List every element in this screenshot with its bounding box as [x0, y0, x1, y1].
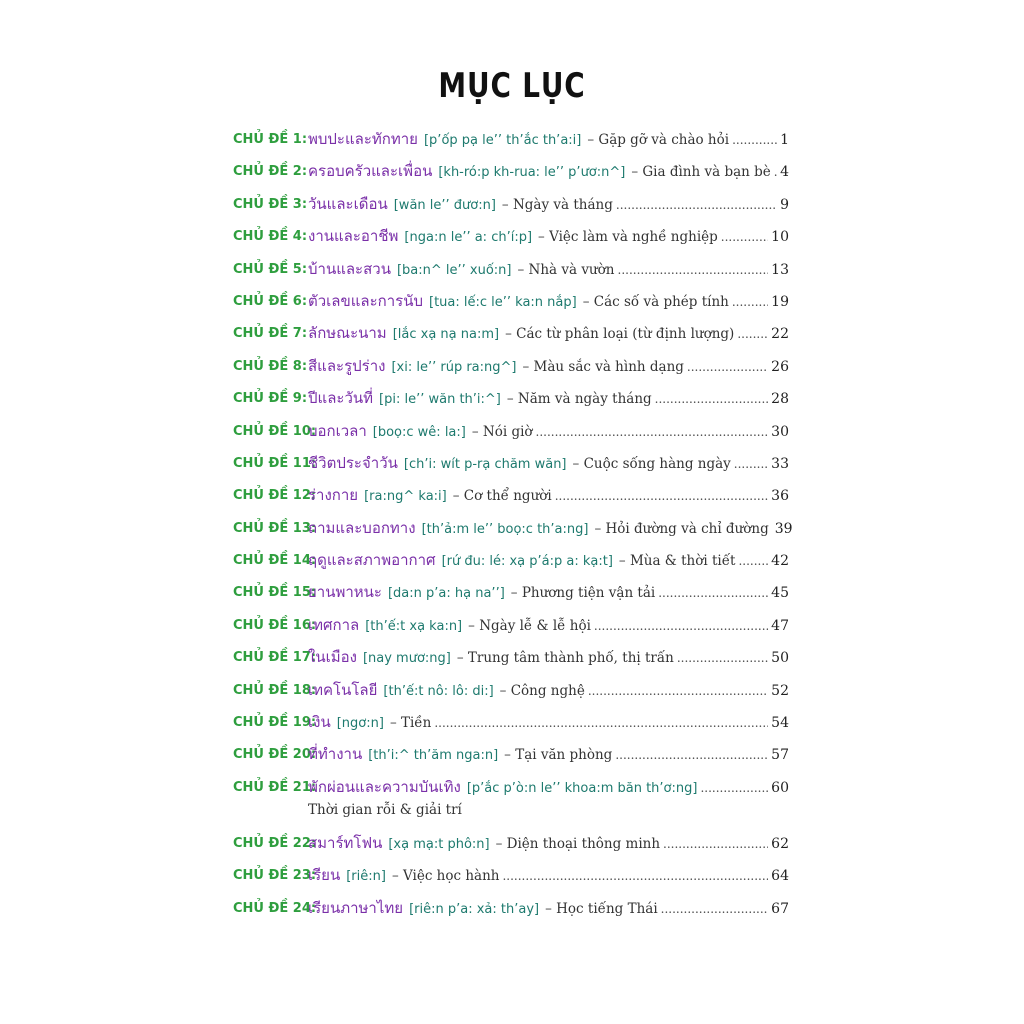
page-number: 52	[771, 682, 789, 699]
vietnamese-title: – Việc học hành	[392, 865, 500, 887]
page-number: 19	[771, 293, 789, 310]
topic-label: CHỦ ĐỀ 16:	[233, 617, 317, 633]
pronunciation: [tua: lế:c le’’ ka:n nắp]	[429, 294, 577, 310]
thai-title: สีและรูปร่าง	[308, 356, 386, 375]
thai-title: บอกเวลา	[308, 421, 367, 440]
pronunciation: [nay mươ:ng]	[362, 651, 451, 667]
toc-line	[308, 517, 793, 541]
vietnamese-title: – Gặp gỡ và chào hỏi	[587, 129, 729, 151]
toc-line	[308, 128, 789, 152]
topic-label: CHỦ ĐỀ 17:	[233, 650, 317, 666]
pronunciation: [da:n p’a: hạ na’’]	[387, 586, 505, 602]
topic-label: CHỦ ĐỀ 3:	[233, 196, 308, 212]
toc-list	[233, 124, 793, 925]
toc-line	[308, 776, 789, 800]
toc-entry[interactable]	[233, 675, 793, 707]
toc-entry[interactable]	[233, 772, 793, 828]
toc-entry[interactable]	[233, 739, 793, 771]
toc-line	[308, 452, 789, 476]
toc-line	[308, 832, 789, 856]
toc-line	[308, 258, 789, 282]
vietnamese-title: – Phương tiện vận tải	[511, 582, 655, 604]
pronunciation: [riê:n p’a: xả: th’ay]	[409, 901, 540, 917]
vietnamese-title: – Mùa & thời tiết	[619, 550, 736, 572]
vietnamese-title: – Học tiếng Thái	[545, 898, 658, 920]
vietnamese-title: – Năm và ngày tháng	[507, 388, 652, 410]
dot-leader	[594, 615, 768, 637]
thai-title: ในเมือง	[308, 648, 357, 667]
toc-line	[308, 614, 789, 638]
thai-title: ชีวิตประจำวัน	[308, 453, 398, 472]
page-number: 45	[771, 585, 789, 602]
toc-line	[308, 322, 789, 346]
topic-label: CHỦ ĐỀ 2:	[233, 164, 308, 180]
thai-title: ตัวเลขและการนับ	[308, 291, 423, 310]
vietnamese-title: – Các số và phép tính	[583, 291, 729, 313]
thai-title: ยานพาหนะ	[308, 583, 382, 602]
thai-title: เทศกาล	[308, 615, 360, 634]
dot-leader	[700, 777, 768, 799]
toc-line	[308, 484, 789, 508]
vietnamese-title: – Diện thoại thông minh	[496, 833, 660, 855]
toc-entry[interactable]	[233, 156, 793, 188]
thai-title: ลักษณะนาม	[308, 324, 387, 343]
thai-title: สมาร์ทโฟน	[308, 833, 383, 852]
topic-label: CHỦ ĐỀ 15:	[233, 585, 317, 601]
vietnamese-title: – Ngày và tháng	[502, 194, 613, 216]
topic-label: CHỦ ĐỀ 20:	[233, 747, 317, 763]
dot-leader	[738, 550, 768, 572]
pronunciation: [wăn le’’ đươ:n]	[393, 197, 496, 213]
toc-entry[interactable]	[233, 383, 793, 415]
pronunciation: [kh-ró:p kh-rua: le’’ p’ươ:n^]	[438, 165, 626, 181]
pronunciation: [th’i:^ th’ăm nga:n]	[368, 748, 499, 764]
toc-entry[interactable]	[233, 513, 793, 545]
toc-line	[308, 711, 789, 735]
toc-line	[308, 549, 789, 573]
topic-label: CHỦ ĐỀ 1:	[233, 132, 308, 147]
dot-leader	[734, 453, 768, 475]
toc-entry[interactable]	[233, 828, 793, 860]
toc-line	[308, 160, 789, 184]
thai-title: บ้านและสวน	[308, 259, 391, 278]
topic-label: CHỦ ĐỀ 10:	[233, 423, 317, 439]
thai-title: ถามและบอกทาง	[308, 518, 416, 537]
thai-title: งานและอาชีพ	[308, 227, 399, 246]
vietnamese-title: – Gia đình và bạn bè	[631, 161, 770, 183]
vietnamese-title: – Hỏi đường và chỉ đường	[594, 518, 768, 540]
toc-line	[308, 646, 789, 670]
dot-leader	[737, 323, 768, 345]
topic-label: CHỦ ĐỀ 12:	[233, 488, 317, 504]
toc-line	[308, 355, 789, 379]
vietnamese-title: – Các từ phân loại (từ định lượng)	[505, 323, 734, 345]
pronunciation: [rứ đu: lé: xạ p’á:p a: kạ:t]	[441, 554, 613, 570]
topic-label: CHỦ ĐỀ 19:	[233, 715, 317, 731]
toc-line	[308, 420, 789, 444]
topic-label: CHỦ ĐỀ 22:	[233, 835, 317, 851]
dot-leader	[555, 485, 768, 507]
page-number: 64	[771, 868, 789, 885]
thai-title: วันและเดือน	[308, 194, 388, 213]
page-number: 4	[780, 164, 789, 181]
page-number: 39	[774, 520, 793, 537]
vietnamese-title: – Nhà và vườn	[517, 259, 614, 281]
vietnamese-title: – Tiền	[390, 712, 431, 734]
vietnamese-title: – Ngày lễ & lễ hội	[468, 615, 591, 637]
page-number: 47	[771, 617, 789, 634]
thai-title: ฤดูและสภาพอากาศ	[308, 551, 436, 570]
vietnamese-title: – Màu sắc và hình dạng	[522, 356, 683, 378]
toc-entry[interactable]	[233, 416, 793, 448]
dot-leader	[618, 259, 769, 281]
topic-label: CHỦ ĐỀ 5:	[233, 261, 308, 277]
dot-leader	[721, 226, 768, 248]
page-title: MỤC LỤC	[438, 66, 586, 106]
vietnamese-title: – Việc làm và nghề nghiệp	[538, 226, 718, 248]
toc-entry[interactable]	[233, 893, 793, 925]
toc-entry[interactable]	[233, 707, 793, 739]
vietnamese-title: – Công nghệ	[500, 680, 585, 702]
toc-line	[308, 581, 789, 605]
topic-label: CHỦ ĐỀ 7:	[233, 326, 308, 342]
vietnamese-title: – Nói giờ	[472, 421, 533, 443]
topic-label: CHỦ ĐỀ 14:	[233, 553, 317, 569]
thai-title: เรียนภาษาไทย	[308, 898, 404, 917]
toc-line	[308, 225, 789, 249]
topic-label: CHỦ ĐỀ 9:	[233, 391, 308, 407]
toc-line	[308, 679, 789, 703]
page-number: 67	[771, 900, 789, 917]
dot-leader	[434, 712, 768, 734]
thai-title: ครอบครัวและเพื่อน	[308, 162, 433, 181]
toc-line	[308, 193, 789, 217]
dot-leader	[616, 194, 777, 216]
pronunciation: [lắc xạ nạ na:m]	[392, 327, 500, 343]
pronunciation: [ba:n^ le’’ xuố:n]	[396, 262, 512, 278]
dot-leader	[615, 744, 768, 766]
toc-entry[interactable]	[233, 448, 793, 480]
toc-entry[interactable]	[233, 480, 793, 512]
page-number: 28	[771, 391, 789, 408]
vietnamese-title: – Cơ thể người	[453, 485, 552, 507]
topic-label: CHỦ ĐỀ 11:	[233, 455, 317, 471]
pronunciation: [xi: le’’ rúp ra:ng^]	[391, 359, 517, 375]
page-number: 62	[771, 835, 789, 852]
page-number: 54	[771, 715, 789, 732]
page-number: 13	[771, 261, 789, 278]
toc-entry[interactable]	[233, 221, 793, 253]
dot-leader	[502, 865, 768, 887]
pronunciation: [ch’i: wít p-rạ chăm wăn]	[403, 456, 567, 472]
toc-entry[interactable]	[233, 351, 793, 383]
dot-leader	[774, 161, 777, 183]
toc-entry[interactable]	[233, 545, 793, 577]
dot-leader	[536, 421, 769, 443]
page-number: 60	[771, 779, 789, 796]
thai-title: พบปะและทักทาย	[308, 130, 418, 148]
dot-leader	[687, 356, 768, 378]
thai-title: เรียน	[308, 866, 341, 885]
dot-leader	[655, 388, 769, 410]
pronunciation: [boọ:c wê: la:]	[372, 424, 466, 440]
topic-label: CHỦ ĐỀ 18:	[233, 682, 317, 698]
toc-entry[interactable]	[233, 124, 793, 156]
topic-label: CHỦ ĐỀ 24:	[233, 900, 317, 916]
thai-title: ที่ทำงาน	[308, 745, 363, 764]
page-number: 30	[771, 423, 789, 440]
toc-line	[308, 743, 789, 767]
page-number: 33	[771, 455, 789, 472]
toc-line	[308, 897, 789, 921]
thai-title: ปีและวันที่	[308, 389, 374, 408]
page-number: 36	[771, 488, 789, 505]
dot-leader	[588, 680, 768, 702]
pronunciation: [ra:ng^ ka:i]	[364, 489, 447, 505]
toc-entry[interactable]	[233, 642, 793, 674]
toc-line	[308, 290, 789, 314]
dot-leader	[732, 291, 768, 313]
page-number: 22	[771, 326, 789, 343]
page-number: 9	[780, 196, 789, 213]
page-number: 57	[771, 747, 789, 764]
topic-label: CHỦ ĐỀ 6:	[233, 293, 308, 309]
pronunciation: [nga:n le’’ a: ch’í:p]	[404, 230, 533, 246]
vietnamese-title: – Cuộc sống hàng ngày	[573, 453, 731, 475]
pronunciation: [ngơ:n]	[336, 716, 384, 732]
pronunciation: [th’ế:t xạ ka:n]	[365, 618, 463, 634]
toc-entry[interactable]	[233, 577, 793, 609]
dot-leader	[732, 129, 777, 151]
dot-leader	[661, 898, 769, 920]
pronunciation: [th’ế:t nô: lô: di:]	[383, 683, 494, 699]
topic-label: CHỦ ĐỀ 8:	[233, 358, 308, 374]
pronunciation: [p’ốp pạ le’’ th’ắc th’a:i]	[423, 133, 582, 148]
vietnamese-title: – Tại văn phòng	[504, 744, 612, 766]
toc-entry[interactable]	[233, 610, 793, 642]
dot-leader	[663, 833, 768, 855]
toc-entry[interactable]	[233, 254, 793, 286]
page-number: 42	[771, 553, 789, 570]
toc-entry[interactable]	[233, 286, 793, 318]
toc-entry[interactable]	[233, 318, 793, 350]
topic-label: CHỦ ĐỀ 4:	[233, 229, 308, 245]
pronunciation: [pi: le’’ wăn th’i:^]	[379, 392, 501, 408]
dot-leader	[658, 582, 768, 604]
pronunciation: [xạ mạ:t phô:n]	[388, 836, 490, 852]
page-number: 50	[771, 650, 789, 667]
thai-title: พักผ่อนและความบันเทิง	[308, 777, 461, 796]
toc-line	[308, 387, 789, 411]
page-number: 10	[771, 229, 789, 246]
thai-title: ร่างกาย	[308, 486, 359, 505]
pronunciation: [th’ả:m le’’ boọ:c th’a:ng]	[421, 521, 589, 537]
pronunciation: [riê:n]	[346, 869, 386, 885]
toc-entry[interactable]	[233, 189, 793, 221]
vietnamese-title: – Trung tâm thành phố, thị trấn	[457, 647, 674, 669]
toc-line	[308, 864, 789, 888]
topic-label: CHỦ ĐỀ 21:	[233, 779, 317, 795]
page-number: 26	[771, 358, 789, 375]
vietnamese-title-continued: Thời gian rỗi & giải trí	[308, 801, 462, 818]
thai-title: เงิน	[308, 713, 331, 732]
thai-title: เทคโนโลยี	[308, 680, 378, 699]
toc-entry[interactable]	[233, 860, 793, 892]
topic-label: CHỦ ĐỀ 13:	[233, 520, 317, 536]
page-number: 1	[780, 132, 789, 148]
dot-leader	[677, 647, 768, 669]
topic-label: CHỦ ĐỀ 23:	[233, 868, 317, 884]
pronunciation: [p’ắc p’ò:n le’’ khoa:m băn th’ơ:ng]	[466, 780, 698, 796]
